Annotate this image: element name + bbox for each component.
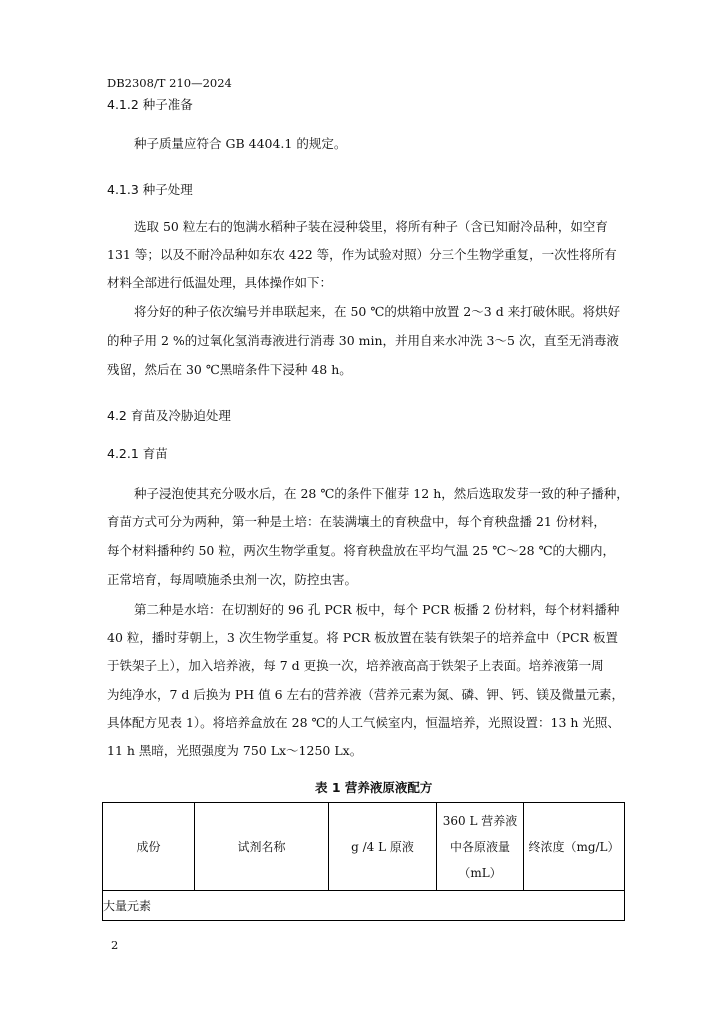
col-header-final-concentration: 终浓度（mg/L） (524, 803, 625, 891)
section-macro-elements: 大量元素 (103, 891, 625, 921)
col-header-reagent-name: 试剂名称 (195, 803, 329, 891)
section-4-2-1-p1-line4: 正常培育，每周喷施杀虫剂一次，防控虫害。 (107, 572, 358, 587)
table-caption: 表 1 营养液原液配方 (315, 780, 433, 795)
section-4-1-3-p1-line1: 选取 50 粒左右的饱满水稻种子装在浸种袋里，将所有种子（含已知耐冷品种，如空育 (134, 219, 608, 234)
section-4-1-3-p2-line3: 残留，然后在 30 ℃黑暗条件下浸种 48 h。 (107, 362, 352, 377)
col-header-stock-volume-line2: 中各原液量 (449, 839, 510, 854)
section-4-2-1-title: 4.2.1 育苗 (107, 446, 168, 461)
section-4-1-3-p1-line3: 材料全部进行低温处理，具体操作如下： (107, 275, 333, 290)
section-4-2-title: 4.2 育苗及冷胁迫处理 (107, 408, 231, 423)
section-4-2-1-p1-line3: 每个材料播种约 50 粒，两次生物学重复。将育秧盘放在平均气温 25 ℃～28 ℃的大棚内， (107, 543, 616, 558)
section-4-2-1-p2-line1: 第二种是水培：在切割好的 96 孔 PCR 板中，每个 PCR 板播 2 份材料，每个材料播种 (134, 602, 620, 617)
section-4-1-3-title: 4.1.3 种子处理 (107, 182, 193, 197)
section-4-1-2-title: 4.1.2 种子准备 (107, 97, 193, 112)
section-4-2-1-p2-line5: 具体配方见表 1）。将培养盒放在 28 ℃的人工气候室内，恒温培养，光照设置：13 h 光照、 (107, 715, 620, 730)
section-4-2-1-p2-line3: 于铁架子上），加入培养液，每 7 d 更换一次，培养液高高于铁架子上表面。培养液第一周 (107, 658, 604, 673)
section-4-1-3-p2-line2: 的种子用 2 %的过氧化氢消毒液进行消毒 30 min，并用自来水冲洗 3～5 次，直至无消毒液 (107, 333, 619, 348)
col-header-component: 成份 (103, 803, 195, 891)
section-4-2-1-p1-line2: 育苗方式可分为两种，第一种是土培：在装满壤土的育秧盘中，每个育秧盘播 21 份材料， (107, 514, 606, 529)
table-section-row (103, 891, 625, 921)
section-4-2-1-p2-line6: 11 h 黑暗，光照强度为 750 Lx～1250 Lx。 (107, 743, 363, 758)
standard-code-header: DB2308/T 210—2024 (107, 76, 232, 90)
section-4-2-1-p2-line2: 40 粒，播时芽朝上，3 次生物学重复。将 PCR 板放置在装有铁架子的培养盒中（PCR 板置 (107, 630, 619, 645)
table-header-row (103, 803, 625, 891)
col-header-stock-volume (437, 803, 524, 891)
col-header-stock-volume-line3: （mL） (458, 865, 502, 880)
col-header-stock-volume-line1: 360 L 营养液 (442, 813, 518, 828)
section-4-2-1-p2-line4: 为纯净水，7 d 后换为 PH 值 6 左右的营养液（营养元素为氮、磷、钾、钙、镁及微量元素， (107, 687, 625, 702)
section-4-1-3-p1-line2: 131 等；以及不耐冷品种如东农 422 等，作为试验对照）分三个生物学重复，一次性将所有 (107, 247, 617, 262)
section-4-1-2-body: 种子质量应符合 GB 4404.1 的规定。 (134, 136, 347, 151)
nutrient-solution-table (102, 802, 625, 921)
section-4-1-3-p2-line1: 将分好的种子依次编号并串联起来，在 50 ℃的烘箱中放置 2～3 d 来打破休眠。将烘好 (134, 304, 621, 319)
page-number: 2 (111, 938, 119, 952)
col-header-g-per-4l: g /4 L 原液 (329, 803, 437, 891)
section-4-2-1-p1-line1: 种子浸泡使其充分吸水后，在 28 ℃的条件下催芽 12 h，然后选取发芽一致的种子播种， (134, 486, 629, 501)
